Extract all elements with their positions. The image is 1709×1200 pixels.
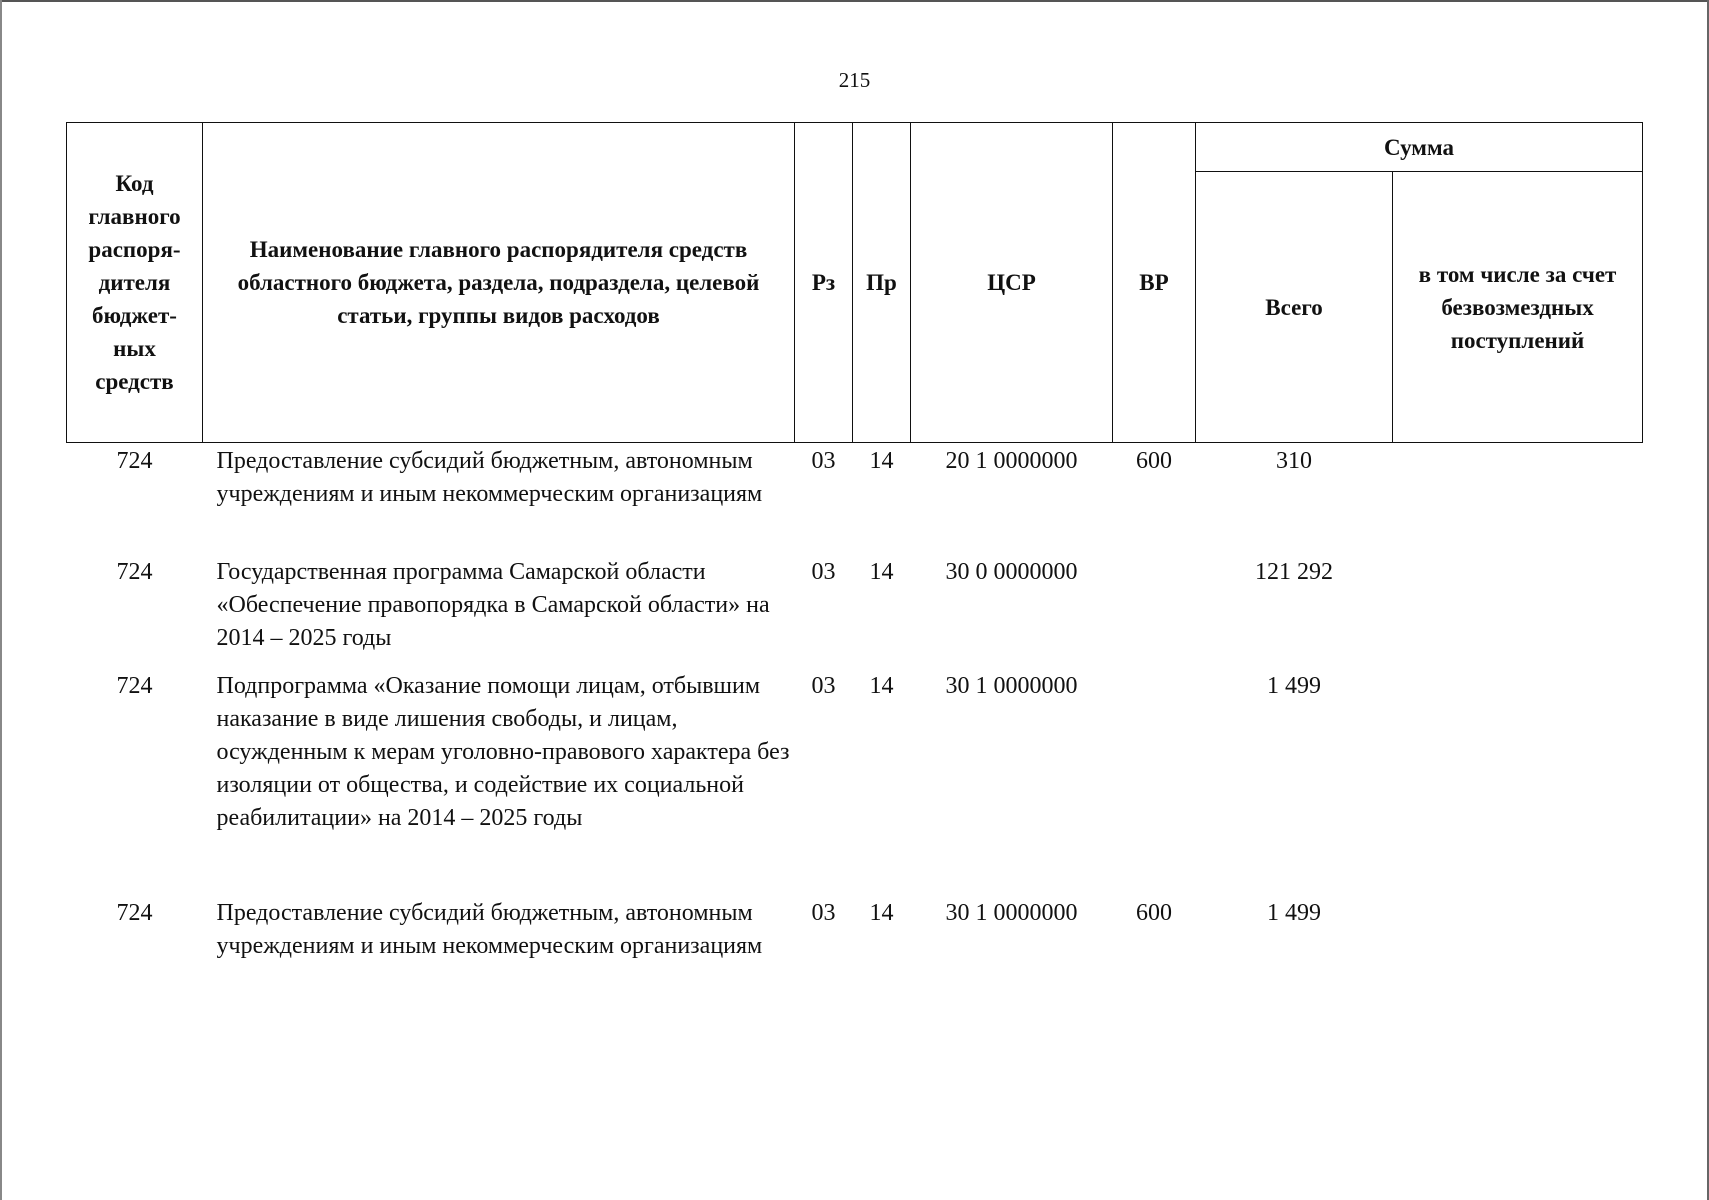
cell-free bbox=[1393, 897, 1643, 1007]
cell-rz: 03 bbox=[811, 448, 836, 474]
cell-pr: 14 bbox=[869, 559, 894, 585]
cell-free bbox=[1393, 670, 1643, 897]
cell-code: 724 bbox=[116, 559, 153, 585]
cell-pr: 14 bbox=[869, 673, 894, 699]
scan-edge-left bbox=[0, 0, 2, 1200]
cell-rz: 03 bbox=[811, 900, 836, 926]
cell-code: 724 bbox=[116, 900, 153, 926]
cell-free bbox=[1393, 556, 1643, 670]
table-header bbox=[67, 123, 1643, 443]
header-sum: Сумма bbox=[1196, 123, 1643, 172]
table-row bbox=[67, 443, 1643, 557]
table-body bbox=[67, 443, 1643, 1008]
header-vr: ВР bbox=[1113, 123, 1196, 443]
cell-rz: 03 bbox=[811, 559, 836, 585]
cell-name: Предоставление субсидий бюджетным, автономным учреждениям и иным некоммерческим организациям bbox=[216, 900, 763, 959]
cell-vr: 600 bbox=[1136, 448, 1172, 474]
header-pr: Пр bbox=[853, 123, 911, 443]
scan-edge-top bbox=[0, 0, 1709, 2]
cell-csr: 30 1 0000000 bbox=[945, 900, 1078, 926]
header-name: Наименование главного распорядителя средств областного бюджета, раздела, подраздела, целевой статьи, группы видов расходов bbox=[203, 123, 795, 443]
page-number: 215 bbox=[838, 68, 871, 92]
cell-vr: 600 bbox=[1136, 900, 1172, 926]
cell-name: Предоставление субсидий бюджетным, автономным учреждениям и иным некоммерческим организациям bbox=[216, 448, 763, 507]
table-row bbox=[67, 897, 1643, 1007]
header-rz: Рз bbox=[795, 123, 853, 443]
table-row bbox=[67, 556, 1643, 670]
header-total: Всего bbox=[1196, 172, 1393, 443]
cell-total: 121 292 bbox=[1255, 559, 1333, 585]
cell-csr: 20 1 0000000 bbox=[945, 448, 1078, 474]
cell-vr bbox=[1113, 556, 1196, 670]
header-free: в том числе за счет безвозмездных поступлений bbox=[1393, 172, 1643, 443]
header-code: Код главного распоря-дителя бюджет-ных средств bbox=[67, 123, 203, 443]
cell-total: 1 499 bbox=[1267, 673, 1321, 699]
cell-code: 724 bbox=[116, 673, 153, 699]
cell-name: Подпрограмма «Оказание помощи лицам, отбывшим наказание в виде лишения свободы, и лицам, осужденным к мерам уголовно-правового характера без изоляции от общества, и содействие их социальной реабилитации» на 2014 – 2025 годы bbox=[216, 673, 790, 831]
cell-code: 724 bbox=[116, 448, 153, 474]
cell-pr: 14 bbox=[869, 448, 894, 474]
cell-vr bbox=[1113, 670, 1196, 897]
cell-csr: 30 1 0000000 bbox=[945, 673, 1078, 699]
header-csr: ЦСР bbox=[911, 123, 1113, 443]
cell-rz: 03 bbox=[811, 673, 836, 699]
cell-total: 1 499 bbox=[1267, 900, 1321, 926]
cell-total: 310 bbox=[1276, 448, 1312, 474]
table-row bbox=[67, 670, 1643, 897]
cell-name: Государственная программа Самарской области «Обеспечение правопорядка в Самарской области» на 2014 – 2025 годы bbox=[216, 559, 770, 651]
cell-free bbox=[1393, 443, 1643, 557]
cell-pr: 14 bbox=[869, 900, 894, 926]
budget-table bbox=[66, 122, 1643, 1007]
cell-csr: 30 0 0000000 bbox=[945, 559, 1078, 585]
